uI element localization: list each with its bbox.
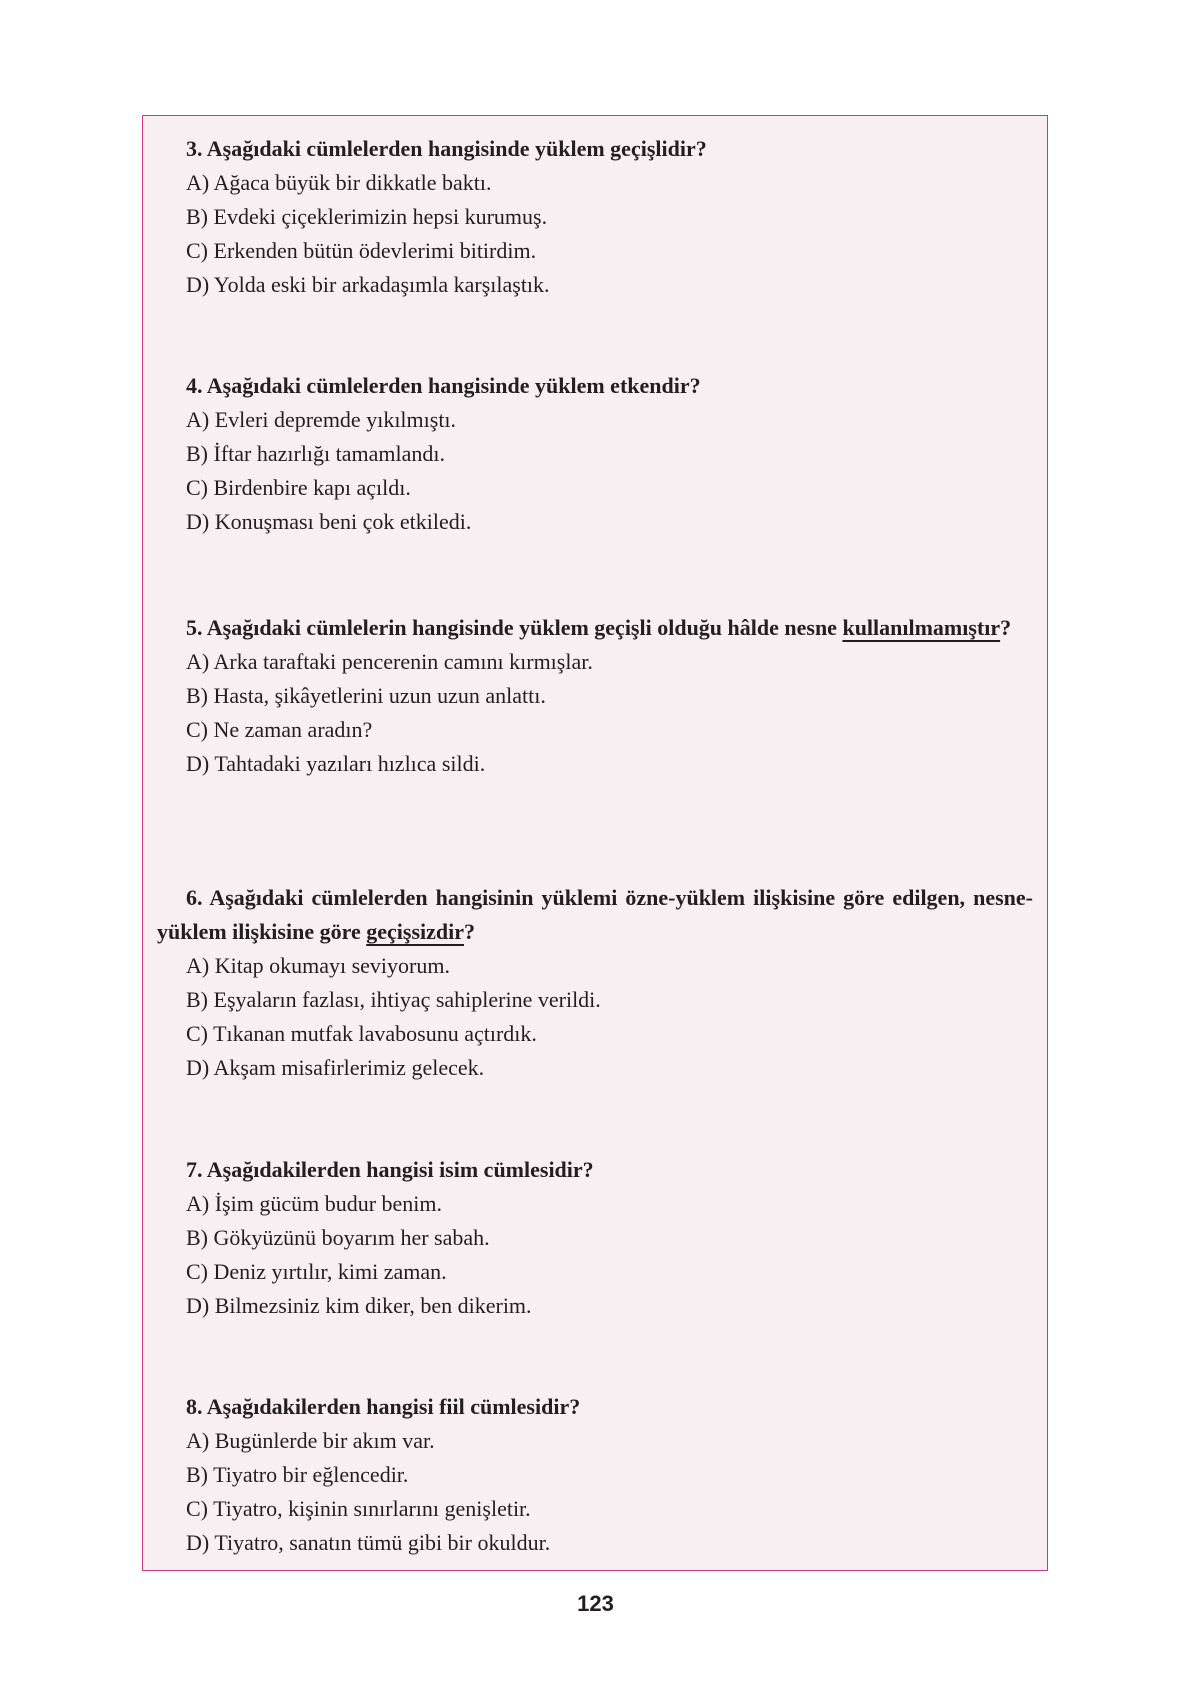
option-b: B) Eşyaların fazlası, ihtiyaç sahiplerine verildi. — [186, 987, 601, 1012]
option-c: C) Deniz yırtılır, kimi zaman. — [186, 1259, 447, 1284]
question-stem — [157, 881, 1033, 949]
question-stem — [157, 611, 1033, 645]
option-a: A) Arka taraftaki pencerenin camını kırmışlar. — [186, 649, 593, 674]
option-b: B) Gökyüzünü boyarım her sabah. — [186, 1225, 490, 1250]
option-c: C) Birdenbire kapı açıldı. — [186, 475, 411, 500]
option-d: D) Bilmezsiniz kim diker, ben dikerim. — [186, 1293, 532, 1318]
option-a: A) Kitap okumayı seviyorum. — [186, 953, 450, 978]
question-7 — [157, 1153, 1033, 1323]
option-a: A) Evleri depremde yıkılmıştı. — [186, 407, 457, 432]
stem-text: 5. Aşağıdaki cümlelerin hangisinde yüklem geçişli olduğu hâlde nesne — [186, 615, 843, 640]
option-a: A) Ağaca büyük bir dikkatle baktı. — [186, 170, 492, 195]
stem-question-mark: ? — [464, 919, 475, 944]
question-stem: 3. Aşağıdaki cümlelerden hangisinde yüklem geçişlidir? — [186, 136, 707, 161]
option-b: B) Tiyatro bir eğlencedir. — [186, 1462, 409, 1487]
option-c: C) Erkenden bütün ödevlerimi bitirdim. — [186, 238, 537, 263]
option-d: D) Tiyatro, sanatın tümü gibi bir okuldur. — [186, 1530, 551, 1555]
question-stem: 4. Aşağıdaki cümlelerden hangisinde yüklem etkendir? — [186, 373, 701, 398]
stem-underlined-word: kullanılmamıştır — [842, 615, 1001, 640]
option-a: A) İşim gücüm budur benim. — [186, 1191, 443, 1216]
question-stem: 7. Aşağıdakilerden hangisi isim cümlesidir? — [186, 1157, 594, 1182]
option-d: D) Akşam misafirlerimiz gelecek. — [186, 1055, 485, 1080]
option-c: C) Tiyatro, kişinin sınırlarını genişletir. — [186, 1496, 531, 1521]
option-b: B) Hasta, şikâyetlerini uzun uzun anlattı. — [186, 683, 546, 708]
stem-underlined-word: geçişsizdir — [366, 919, 464, 944]
question-3 — [157, 132, 1033, 302]
option-c: C) Tıkanan mutfak lavabosunu açtırdık. — [186, 1021, 537, 1046]
option-b: B) İftar hazırlığı tamamlandı. — [186, 441, 446, 466]
question-stem: 8. Aşağıdakilerden hangisi fiil cümlesidir? — [186, 1394, 581, 1419]
question-4 — [157, 369, 1033, 539]
option-d: D) Yolda eski bir arkadaşımla karşılaştık. — [186, 272, 550, 297]
option-b: B) Evdeki çiçeklerimizin hepsi kurumuş. — [186, 204, 548, 229]
question-5 — [157, 611, 1033, 781]
option-c: C) Ne zaman aradın? — [186, 717, 373, 742]
page-number: 123 — [577, 1591, 614, 1616]
question-6 — [157, 881, 1033, 1085]
option-a: A) Bugünlerde bir akım var. — [186, 1428, 435, 1453]
option-d: D) Konuşması beni çok etkiledi. — [186, 509, 472, 534]
question-box — [142, 115, 1048, 1571]
question-8 — [157, 1390, 1033, 1560]
stem-text: 6. Aşağıdaki cümlelerden hangisinin yüklemi özne-yüklem ilişkisine göre edilgen, nesne-yüklem ilişkisine göre — [157, 885, 1033, 944]
stem-question-mark: ? — [1000, 615, 1012, 640]
option-d: D) Tahtadaki yazıları hızlıca sildi. — [186, 751, 486, 776]
